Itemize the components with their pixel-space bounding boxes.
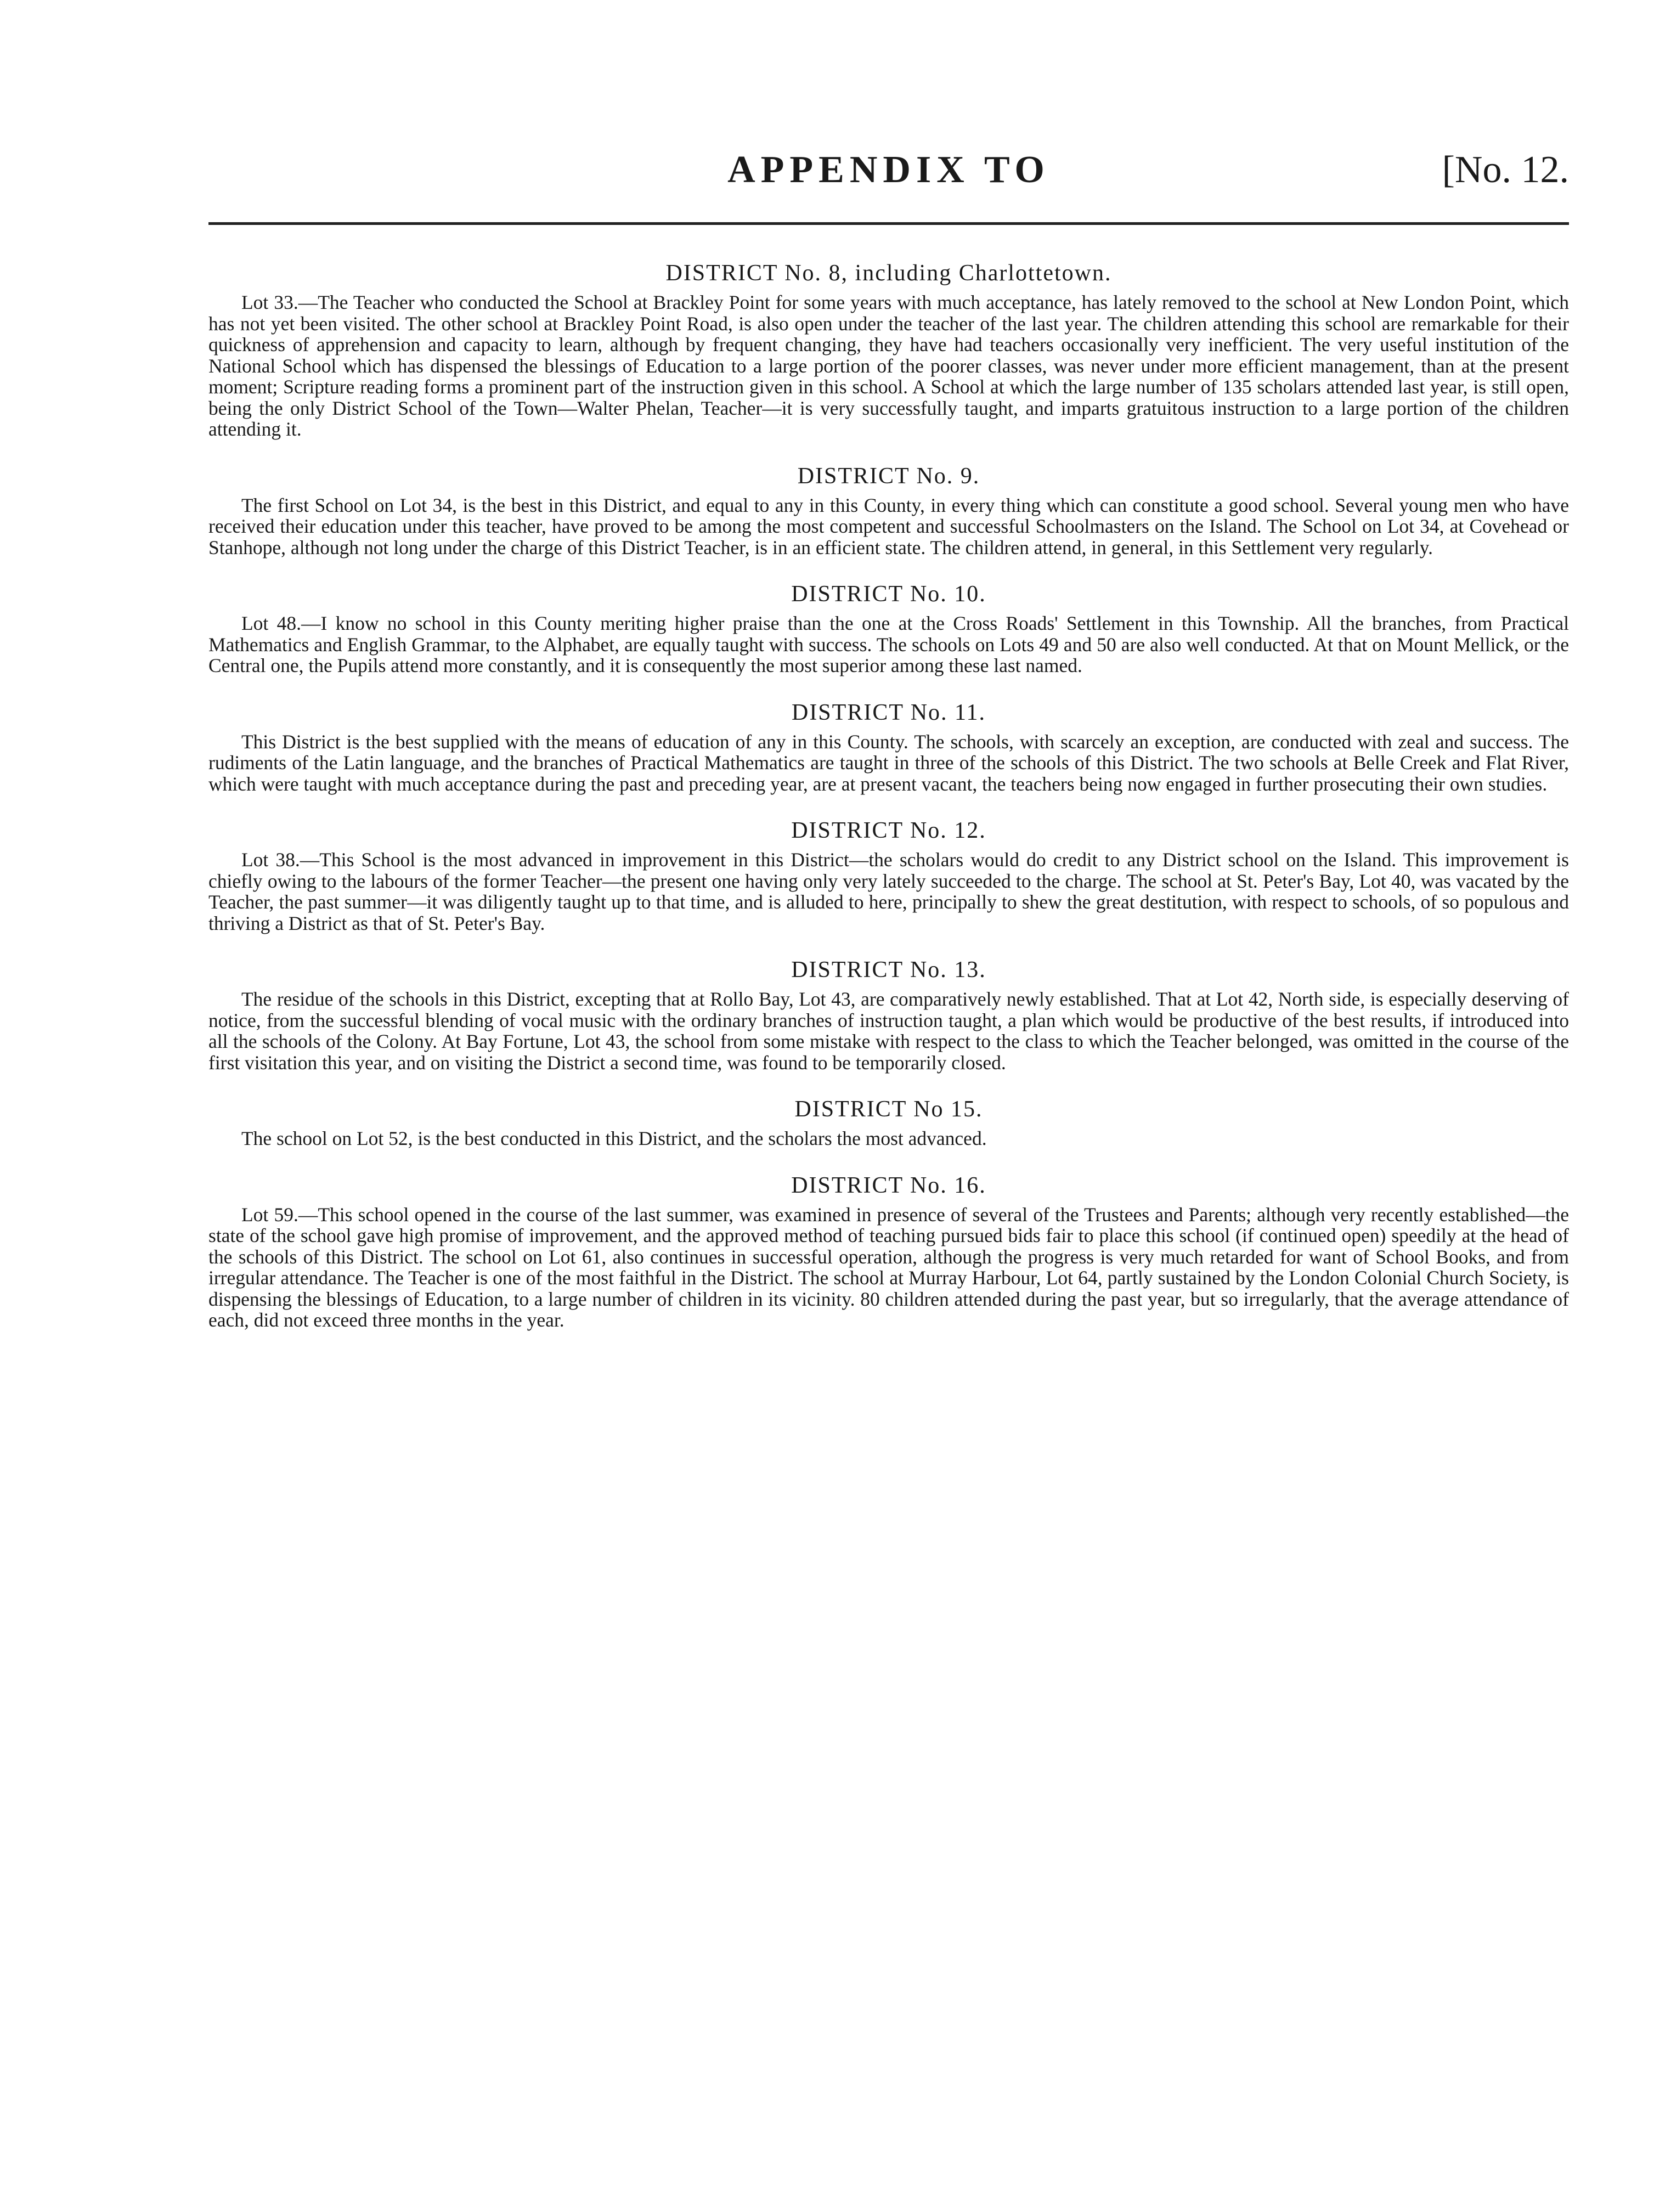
section-paragraph: The school on Lot 52, is the best conducted in this District, and the scholars the most advanced. <box>241 1127 987 1149</box>
section-district-11 <box>208 697 1569 795</box>
section-district-15 <box>208 1094 1569 1149</box>
section-paragraph: Lot 33.—The Teacher who conducted the School at Brackley Point for some years with much acceptance, has lately removed to the school at New London Point, which has not yet been visited. The other school at Brackley Point Road, is also open under the teacher of the last year. The children attending this school are remarkable for their quickness of apprehension and capacity to learn, although by frequent changing, they have had teachers occasionally very inefficient. The very useful institution of the National School which has dispensed the blessings of Education to a large portion of the poorer classes, was never under more efficient management, than at the present moment; Scripture reading forms a prominent part of the instruction given in this school. A School at which the large number of 135 scholars attended last year, is still open, being the only District School of the Town—Walter Phelan, Teacher—it is very successfully taught, and imparts gratuitous instruction to a large portion of the children attending it. <box>208 291 1569 440</box>
page-header <box>208 145 1569 200</box>
section-heading: DISTRICT No. 10. <box>791 582 986 607</box>
section-heading: DISTRICT No. 12. <box>791 818 986 843</box>
section-heading: DISTRICT No. 13. <box>791 957 986 983</box>
section-district-9 <box>208 461 1569 558</box>
section-heading: DISTRICT No. 8, including Charlottetown. <box>665 261 1112 286</box>
section-paragraph: Lot 48.—I know no school in this County meriting higher praise than the one at the Cross Roads' Settlement in this Township. All the branches, from Practical Mathematics and English Grammar, to the Alphabet, are equally taught with success. The schools on Lots 49 and 50 are also well conducted. At that on Mount Mellick, or the Central one, the Pupils attend more constantly, and it is consequently the most superior among these last named. <box>208 612 1569 676</box>
section-district-16 <box>208 1170 1569 1331</box>
document-body <box>208 258 1569 1352</box>
page-number: [No. 12. <box>1442 149 1569 191</box>
section-heading: DISTRICT No 15. <box>794 1097 983 1122</box>
page-title: APPENDIX TO <box>727 149 1050 191</box>
section-heading: DISTRICT No. 11. <box>791 699 986 725</box>
section-paragraph: The residue of the schools in this District, excepting that at Rollo Bay, Lot 43, are comparatively newly established. That at Lot 42, North side, is especially deserving of notice, from the successful blending of vocal music with the ordinary branches of instruction taught, a plan which would be productive of the best results, if introduced into all the schools of the Colony. At Bay Fortune, Lot 43, the school from some mistake with respect to the class to which the Teacher belonged, was omitted in the course of the first visitation this year, and on visiting the District a second time, was found to be temporarily closed. <box>208 988 1569 1074</box>
section-district-10 <box>208 579 1569 676</box>
section-heading: DISTRICT No. 16. <box>791 1172 986 1198</box>
section-paragraph: Lot 59.—This school opened in the course of the last summer, was examined in presence of several of the Trustees and Parents; although very recently established—the state of the school gave high promise of improvement, and the approved method of teaching pursued bids fair to place this school (if continued open) speedily at the head of the schools of this District. The school on Lot 61, also continues in successful operation, although the progress is very much retarded for want of School Books, and from irregular attendance. The Teacher is one of the most faithful in the District. The school at Murray Harbour, Lot 64, partly sustained by the London Colonial Church Society, is dispensing the blessings of Education, to a large number of children in its vicinity. 80 children attended during the past year, but so irregularly, that the average attendance of each, did not exceed three months in the year. <box>208 1203 1569 1331</box>
section-heading: DISTRICT No. 9. <box>797 463 980 489</box>
section-district-8 <box>208 258 1569 440</box>
section-district-12 <box>208 815 1569 934</box>
header-rule <box>208 222 1569 225</box>
section-paragraph: Lot 38.—This School is the most advanced in improvement in this District—the scholars would do credit to any District school on the Island. This improvement is chiefly owing to the labours of the former Teacher—the present one having only very lately succeeded to the charge. The school at St. Peter's Bay, Lot 40, was vacated by the Teacher, the past summer—it was diligently taught up to that time, and is alluded to here, principally to shew the great destitution, with respect to schools, of so populous and thriving a District as that of St. Peter's Bay. <box>208 849 1569 934</box>
section-district-13 <box>208 955 1569 1073</box>
section-paragraph: The first School on Lot 34, is the best in this District, and equal to any in this County, in every thing which can constitute a good school. Several young men who have received their education under this teacher, have proved to be among the most competent and successful Schoolmasters on the Island. The School on Lot 34, at Covehead or Stanhope, although not long under the charge of this District Teacher, is in an efficient state. The children attend, in general, in this Settlement very regularly. <box>208 494 1569 558</box>
section-paragraph: This District is the best supplied with the means of education of any in this County. The schools, with scarcely an exception, are conducted with zeal and success. The rudiments of the Latin language, and the branches of Practical Mathematics are taught in three of the schools of this District. The two schools at Belle Creek and Flat River, which were taught with much acceptance during the past and preceding year, are at present vacant, the teachers being now engaged in further prosecuting their own studies. <box>208 730 1569 795</box>
